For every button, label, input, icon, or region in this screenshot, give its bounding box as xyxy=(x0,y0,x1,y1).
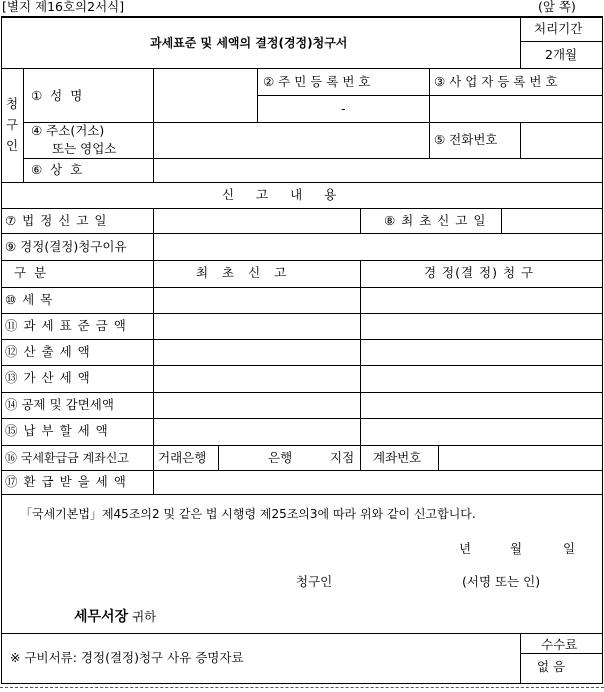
fee-label: 수수료 xyxy=(541,637,578,652)
col-correction: 경 정(결 정) 청 구 xyxy=(424,265,535,280)
form-title: 과세표준 및 세액의 결정(경정)청구서 xyxy=(150,36,348,50)
row-deduction: ⑭ 공제 및 감면세액 xyxy=(5,397,114,412)
required-documents: ※ 구비서류: 경정(결정)청구 사유 증명자료 xyxy=(10,650,244,665)
col-category: 구 분 xyxy=(14,265,49,280)
report-section-title: 신 고 내 용 xyxy=(222,187,346,202)
date-month: 월 xyxy=(510,541,523,556)
trade-name-label: ⑥ 상 호 xyxy=(31,162,85,177)
applicant-section-label-1: 청 xyxy=(6,96,19,111)
date-year: 년 xyxy=(459,541,472,556)
resident-no-dash: - xyxy=(341,101,346,116)
phone-label: ⑤ 전화번호 xyxy=(434,132,498,147)
fee-value: 없 음 xyxy=(537,659,566,674)
refund-amount-label: ⑰ 환 급 받 을 세 액 xyxy=(5,474,127,489)
row-tax-base: ⑪ 과 세 표 준 금 액 xyxy=(5,318,127,333)
sign-or-seal-label: (서명 또는 인) xyxy=(462,574,541,589)
row-tax-item: ⑩ 세 목 xyxy=(5,292,54,307)
addressee-title: 세무서장 xyxy=(74,609,129,625)
page-side: (앞 쪽) xyxy=(538,0,576,14)
resident-no-label: ② 주 민 등 록 번 호 xyxy=(263,74,371,89)
statutory-date-label: ⑦ 법 정 신 고 일 xyxy=(5,213,108,228)
addressee xyxy=(74,610,156,624)
processing-period-label: 처리기간 xyxy=(534,21,583,36)
col-initial: 최 초 신 고 xyxy=(196,265,292,280)
account-no-label: 계좌번호 xyxy=(373,450,422,465)
refund-account-label: ⑯ 국세환급금 계좌신고 xyxy=(5,451,129,465)
bank-label: 거래은행 xyxy=(158,450,207,465)
applicant-section-label-2: 구 xyxy=(6,117,19,132)
bottom-dashed-border xyxy=(0,687,604,688)
row-calculated-tax: ⑫ 산 출 세 액 xyxy=(5,344,91,359)
row-tax-payable: ⑮ 납 부 할 세 액 xyxy=(5,423,109,438)
address-label-line2: 또는 영업소 xyxy=(52,141,117,156)
addressee-suffix: 귀하 xyxy=(132,609,157,624)
address-label-line1: ④ 주소(거소) xyxy=(31,123,105,138)
bank-suffix: 은행 xyxy=(268,450,293,465)
applicant-section-label-3: 인 xyxy=(6,138,19,153)
form-id: [별지 제16호의2서식] xyxy=(2,0,125,14)
declaration-statement: 「국세기본법」제45조의2 및 같은 법 시행령 제25조의3에 따라 위와 같이 신고합니다. xyxy=(20,507,476,521)
branch-suffix: 지점 xyxy=(330,450,355,465)
row-penalty-tax: ⑬ 가 산 세 액 xyxy=(5,370,91,385)
first-date-label: ⑧ 최 초 신 고 일 xyxy=(384,213,487,228)
name-label: ① 성 명 xyxy=(31,88,85,103)
processing-period-value: 2개월 xyxy=(545,47,578,62)
reason-label: ⑨ 경정(결정)청구이유 xyxy=(5,239,127,254)
date-day: 일 xyxy=(563,541,576,556)
applicant-sign-label: 청구인 xyxy=(296,574,333,589)
business-no-label: ③ 사 업 자 등 록 번 호 xyxy=(434,74,558,89)
